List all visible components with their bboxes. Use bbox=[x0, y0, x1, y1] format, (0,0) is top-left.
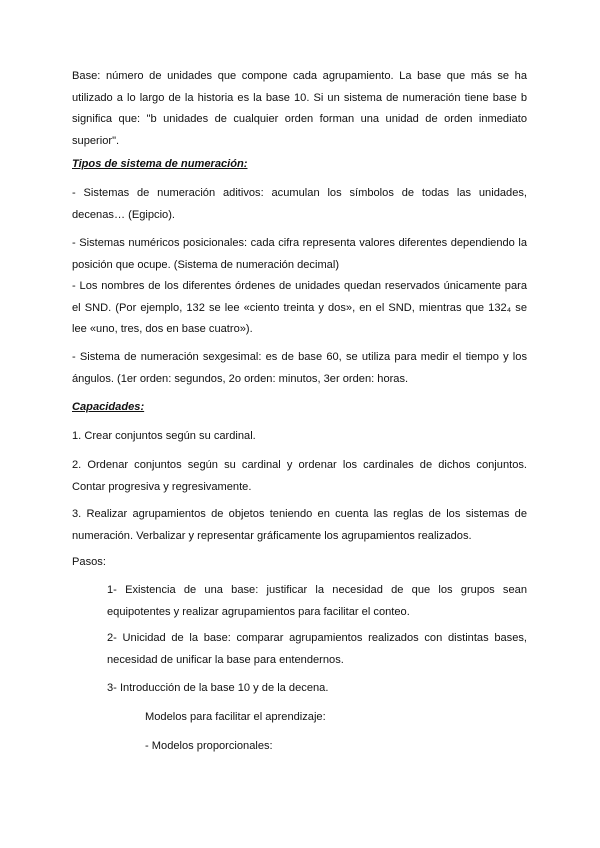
paragraph-aditivos: - Sistemas de numeración aditivos: acumulan los símbolos de todas las unidades, decenas… (Egipcio). bbox=[72, 187, 527, 221]
paragraph-nombres: - Los nombres de los diferentes órdenes de unidades quedan reservados únicamente para el SND. (Por ejemplo, 132 se lee «ciento treinta y dos», en el SND, mientras que 132₄ se lee «uno, tres, dos en base cuatro»). bbox=[72, 280, 527, 335]
modelos-label: Modelos para facilitar el aprendizaje: bbox=[145, 711, 326, 723]
heading-capacidades: Capacidades: bbox=[72, 401, 145, 413]
paso-2: 2- Unicidad de la base: comparar agrupamientos realizados con distintas bases, necesidad de unificar la base para entendernos. bbox=[107, 632, 527, 666]
capacidad-3: 3. Realizar agrupamientos de objetos teniendo en cuenta las reglas de los sistemas de numeración. Verbalizar y representar gráficamente los agrupamientos realizados. bbox=[72, 508, 527, 542]
capacidad-2: 2. Ordenar conjuntos según su cardinal y ordenar los cardinales de dichos conjuntos. Contar progresiva y regresivamente. bbox=[72, 459, 527, 493]
paso-3: 3- Introducción de la base 10 y de la decena. bbox=[107, 682, 329, 694]
paragraph-base: Base: número de unidades que compone cada agrupamiento. La base que más se ha utilizado a lo largo de la historia es la base 10. Si un sistema de numeración tiene base b significa que: "b unidades de cualquier orden forman una unidad de orden inmediato superior". bbox=[72, 70, 527, 147]
paso-1: 1- Existencia de una base: justificar la necesidad de que los grupos sean equipotentes y realizar agrupamientos para facilitar el conteo. bbox=[107, 584, 527, 618]
pasos-label: Pasos: bbox=[72, 556, 106, 568]
capacidad-1: 1. Crear conjuntos según su cardinal. bbox=[72, 430, 256, 442]
heading-tipos: Tipos de sistema de numeración: bbox=[72, 158, 248, 170]
modelos-proporcionales: - Modelos proporcionales: bbox=[145, 740, 273, 752]
paragraph-posicionales: - Sistemas numéricos posicionales: cada cifra representa valores diferentes dependiendo la posición que ocupe. (Sistema de numeración decimal) bbox=[72, 237, 527, 271]
paragraph-sexagesimal: - Sistema de numeración sexgesimal: es de base 60, se utiliza para medir el tiempo y los ángulos. (1er orden: segundos, 2o orden: minutos, 3er orden: horas. bbox=[72, 351, 527, 385]
